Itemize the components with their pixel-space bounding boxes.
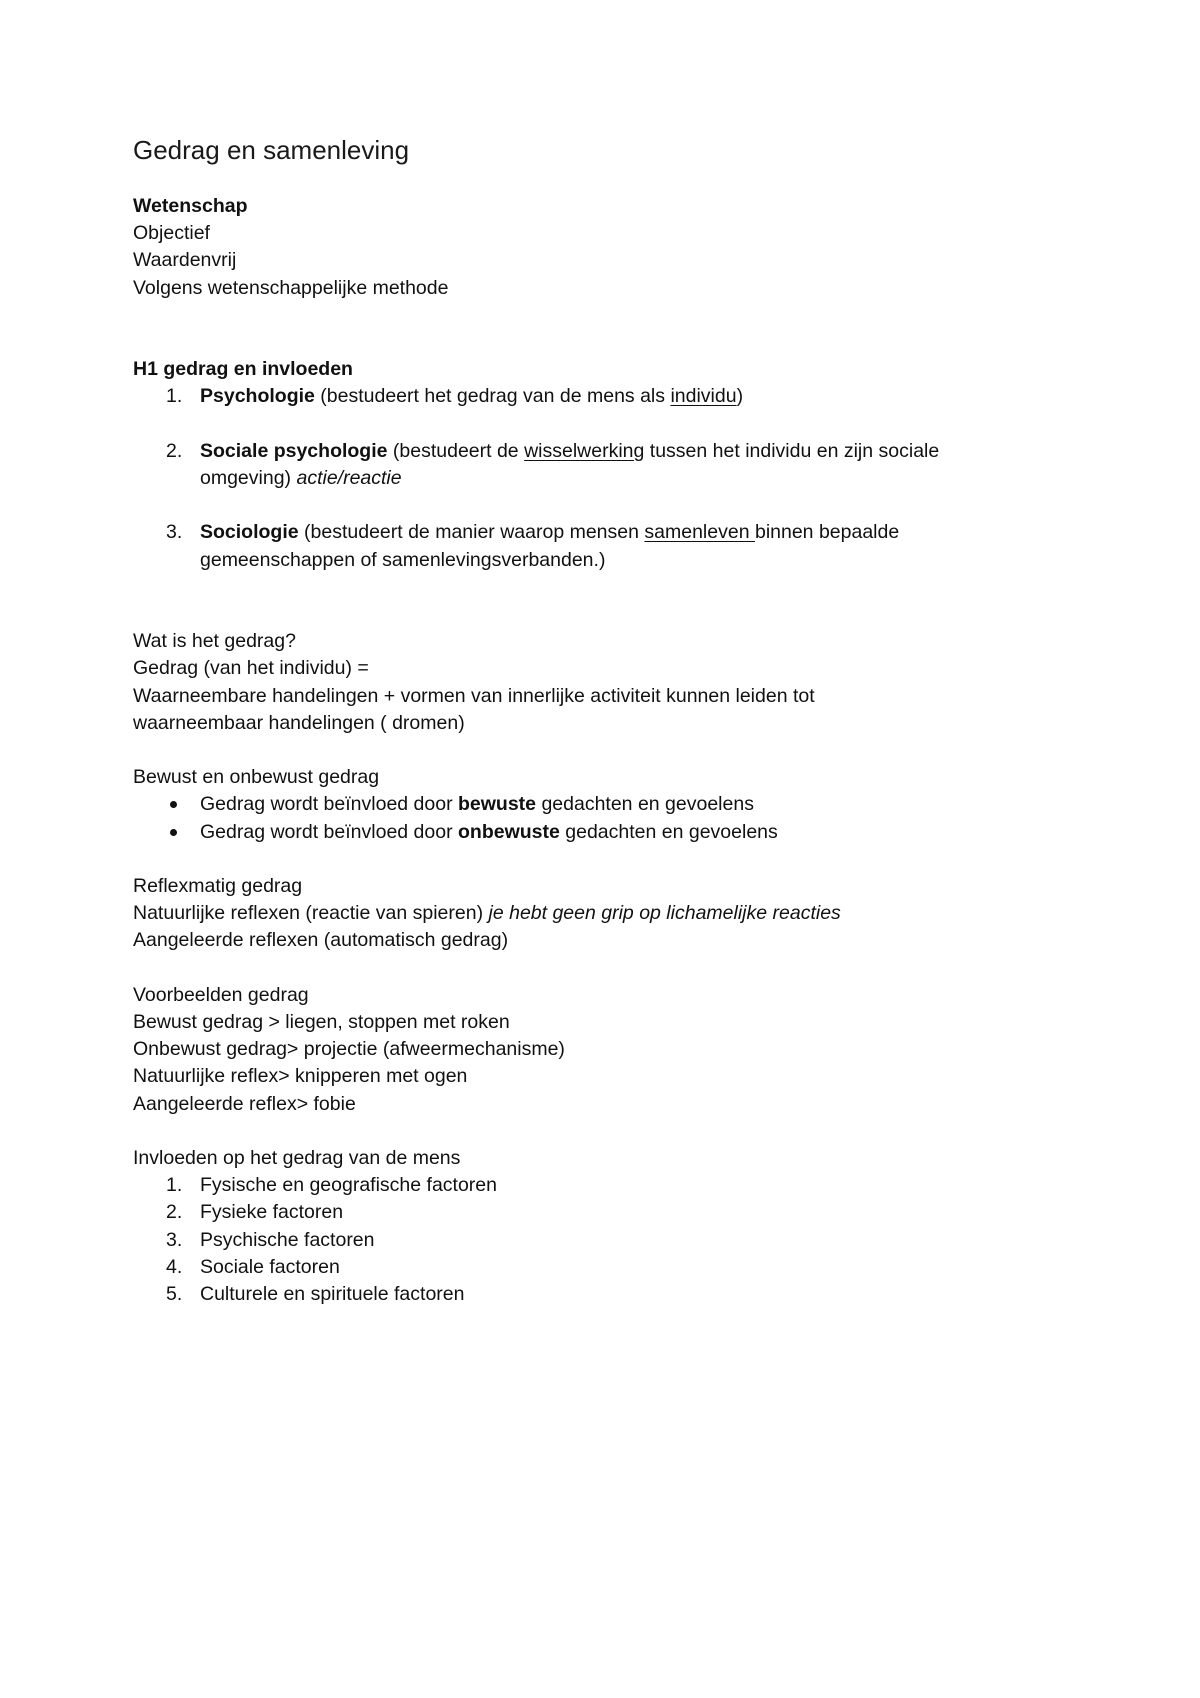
list-number: 2. bbox=[166, 439, 183, 462]
paragraph-line: Aangeleerde reflexen (automatisch gedrag) bbox=[133, 929, 509, 952]
paragraph-line: Waarneembare handelingen + vormen van innerlijke activiteit kunnen leiden tot bbox=[133, 684, 815, 707]
list-number: 2. bbox=[166, 1201, 183, 1224]
definition-text: (bestudeert het gedrag van de mens als bbox=[314, 385, 671, 408]
example-line: Aangeleerde reflex> fobie bbox=[133, 1092, 356, 1115]
bullet-text: Gedrag wordt beïnvloed door bbox=[200, 820, 458, 843]
section-heading-bewust: Bewust en onbewust gedrag bbox=[133, 766, 380, 789]
bullet-text: Gedrag wordt beïnvloed door bbox=[200, 793, 458, 816]
bullet-icon bbox=[170, 801, 177, 808]
example-line: Natuurlijke reflex> knipperen met ogen bbox=[133, 1065, 468, 1088]
question-line: Wat is het gedrag? bbox=[133, 630, 296, 653]
list-label: Fysieke factoren bbox=[200, 1201, 344, 1224]
list-item bbox=[133, 1281, 993, 1308]
invloeden-numbered-list bbox=[133, 1172, 993, 1308]
list-item bbox=[133, 1254, 993, 1281]
italic-note: actie/reactie bbox=[296, 467, 402, 489]
reflex-text: Natuurlijke reflexen (reactie van spieren) bbox=[133, 902, 489, 925]
definition-text: ) bbox=[736, 385, 744, 408]
underlined-text: samenleven bbox=[644, 521, 755, 544]
definition-text: (bestudeert de bbox=[387, 439, 525, 462]
list-label: Psychische factoren bbox=[200, 1228, 375, 1251]
list-number: 1. bbox=[166, 385, 183, 408]
bullet-text: gedachten en gevoelens bbox=[536, 793, 754, 816]
list-number: 3. bbox=[166, 521, 183, 544]
bullet-item bbox=[133, 791, 993, 818]
term: Sociologie bbox=[200, 521, 299, 544]
wetenschap-line: Volgens wetenschappelijke methode bbox=[133, 276, 449, 299]
list-item bbox=[133, 1199, 993, 1226]
bold-text: bewuste bbox=[458, 793, 537, 816]
section-heading-invloeden: Invloeden op het gedrag van de mens bbox=[133, 1146, 461, 1169]
list-label: Sociale factoren bbox=[200, 1255, 340, 1278]
section-heading-wetenschap: Wetenschap bbox=[133, 195, 248, 217]
definition-text: tussen het individu en zijn sociale omgeving) bbox=[200, 439, 940, 489]
list-number: 4. bbox=[166, 1255, 183, 1278]
paragraph-line: waarneembaar handelingen ( dromen) bbox=[133, 711, 465, 734]
definition-text: binnen bepaalde gemeenschappen of samenlevingsverbanden.) bbox=[200, 521, 900, 571]
list-label: Fysische en geografische factoren bbox=[200, 1174, 497, 1197]
list-number: 3. bbox=[166, 1228, 183, 1251]
bullet-text: gedachten en gevoelens bbox=[559, 820, 778, 843]
list-number: 1. bbox=[166, 1174, 183, 1197]
underlined-text: wisselwerking bbox=[524, 439, 645, 462]
list-item bbox=[133, 1172, 993, 1199]
bullet-list bbox=[133, 791, 993, 845]
example-line: Bewust gedrag > liegen, stoppen met roken bbox=[133, 1010, 510, 1033]
wetenschap-line: Objectief bbox=[133, 222, 210, 245]
definition-text: (bestudeert de manier waarop mensen bbox=[298, 521, 645, 544]
section-heading-h1: H1 gedrag en invloeden bbox=[133, 358, 353, 381]
underlined-text: individu bbox=[670, 385, 737, 408]
term: Psychologie bbox=[200, 385, 315, 408]
h1-numbered-list bbox=[133, 383, 993, 573]
bullet-icon bbox=[170, 829, 177, 836]
document-title: Gedrag en samenleving bbox=[133, 135, 410, 165]
list-item bbox=[133, 438, 993, 492]
document-page bbox=[133, 130, 993, 1308]
bold-text: onbewuste bbox=[458, 820, 560, 843]
list-item bbox=[133, 383, 993, 410]
paragraph-line: Gedrag (van het individu) = bbox=[133, 657, 369, 680]
term: Sociale psychologie bbox=[200, 439, 388, 462]
list-number: 5. bbox=[166, 1283, 183, 1305]
example-line: Onbewust gedrag> projectie (afweermechanisme) bbox=[133, 1038, 565, 1061]
list-item bbox=[133, 1227, 993, 1254]
list-item bbox=[133, 519, 993, 573]
section-heading-voorbeelden: Voorbeelden gedrag bbox=[133, 983, 309, 1006]
section-heading-reflex: Reflexmatig gedrag bbox=[133, 874, 303, 897]
wetenschap-line: Waardenvrij bbox=[133, 249, 237, 272]
paragraph-line bbox=[133, 900, 993, 927]
bullet-item bbox=[133, 819, 993, 846]
italic-note: je hebt geen grip op lichamelijke reacties bbox=[488, 902, 841, 925]
list-label: Culturele en spirituele factoren bbox=[200, 1283, 465, 1305]
